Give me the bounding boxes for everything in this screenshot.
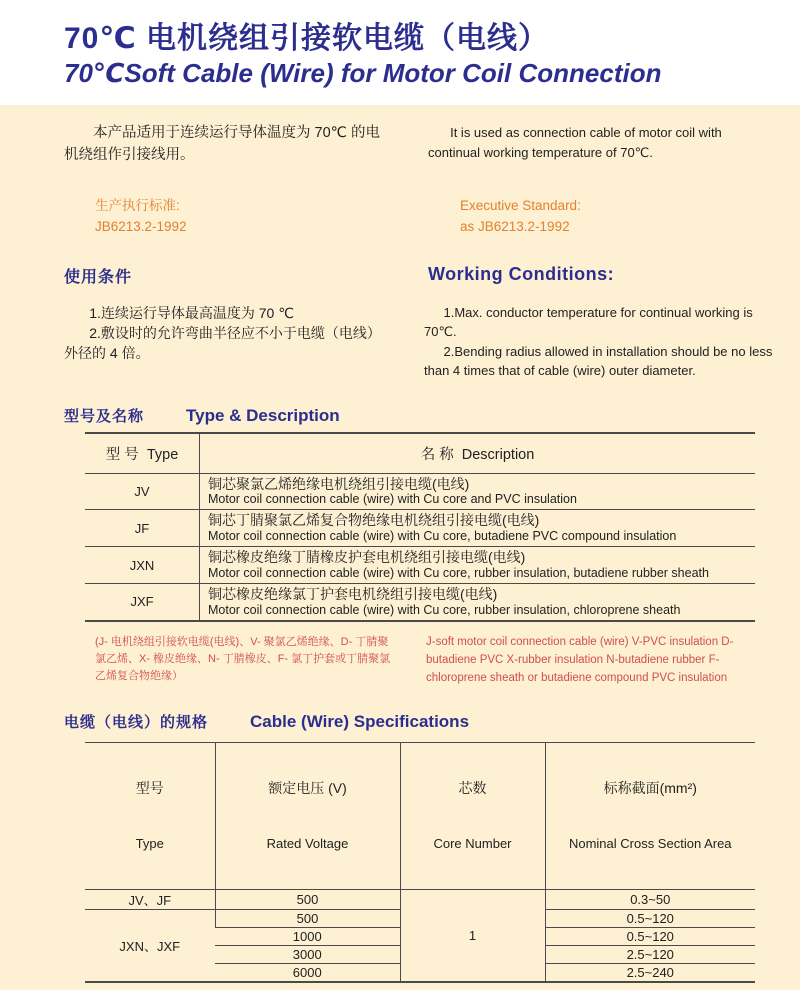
condition-item-zh-2: 2.敷设时的允许弯曲半径应不小于电缆（电线）外径的 4 倍。 [64,324,381,362]
spec-header-section [545,743,755,890]
condition-item-en-1: 1.Max. conductor temperature for continual working is 70℃. [424,304,753,340]
conditions-list-zh [64,303,394,364]
spec-header-core [400,743,545,890]
type-table-header-description: 名 称 Description [200,433,756,474]
conditions-col-zh [0,303,400,381]
description-en: Motor coil connection cable (wire) with Cu core, butadiene PVC compound insulation [208,529,677,544]
intro-paragraph-en: It is used as connection cable of motor coil with continual working temperature of 70℃. [428,125,722,161]
spec-section-cell: 2.5~120 [545,946,755,964]
type-code-cell: JXF [85,584,200,621]
content-sheet [0,105,800,990]
spec-core-number-cell: 1 [400,890,545,983]
spec-voltage-cell: 500 [215,910,400,928]
intro-col-en [400,123,800,167]
executive-standard-en [460,195,800,238]
spec-section-cell: 0.3~50 [545,890,755,910]
description-en: Motor coil connection cable (wire) with Cu core, rubber insulation, butadiene rubber sheath [208,566,709,581]
table-row [85,547,755,584]
standard-row [0,195,800,238]
section-heading-type-en: Type & Description [186,405,340,425]
conditions-heading-col-en [400,264,800,287]
table-row [85,510,755,547]
spec-header-voltage-zh: 额定电压 (V) [268,780,347,797]
spec-header-voltage [215,743,400,890]
condition-item-zh-1: 1.连续运行导体最高温度为 70 ℃ [89,304,294,321]
type-code-cell: JV [85,473,200,510]
description-cell [200,584,756,621]
conditions-col-en [400,303,800,381]
type-table-header-type: 型 号 Type [85,433,200,474]
conditions-row [0,303,800,381]
spec-table-head [85,743,755,890]
spec-header-core-en: Core Number [433,835,512,851]
intro-col-zh [0,123,400,167]
spec-voltage-cell: 3000 [215,946,400,964]
section-heading-type [64,405,800,426]
description-en: Motor coil connection cable (wire) with Cu core and PVC insulation [208,492,577,507]
section-heading-specs [64,711,800,732]
table-row [85,890,755,910]
spec-section-cell: 0.5~120 [545,928,755,946]
standard-value-en: as JB6213.2-1992 [460,219,570,235]
type-table-header-row [85,433,755,474]
footnote-row [0,634,800,687]
type-code-cell: JXN [85,547,200,584]
specifications-table [85,742,755,983]
standard-label-en: Executive Standard: [460,197,581,213]
intro-row [0,123,800,167]
spec-section-cell: 0.5~120 [545,910,755,928]
type-table-body [85,473,755,621]
page-title-zh: 70℃ 电机绕组引接软电缆（电线） [64,22,550,55]
conditions-heading-row [0,264,800,287]
spec-header-type [85,743,215,890]
intro-paragraph-zh: 本产品适用于连续运行导体温度为 70℃ 的电机绕组作引接线用。 [64,125,380,163]
section-heading-type-zh: 型号及名称 [64,407,145,425]
description-zh: 铜芯橡皮绝缘丁腈橡皮护套电机绕组引接电缆(电线) [208,549,526,566]
spec-header-section-en: Nominal Cross Section Area [568,835,732,851]
spec-header-type-en: Type [135,835,164,851]
spec-header-core-zh: 芯数 [458,780,487,797]
standard-value-zh: JB6213.2-1992 [95,219,187,235]
standard-col-zh [0,195,400,238]
condition-item-en-2: 2.Bending radius allowed in installation should be no less than 4 times that of cable (wire) outer diameter. [424,343,773,379]
spec-type-cell: JV、JF [85,890,215,910]
description-cell [200,547,756,584]
table-row [85,473,755,510]
type-code-footnote-en: J-soft motor coil connection cable (wire) V-PVC insulation D-butadiene PVC X-rubber insulation N-butadiene rubber F-chloroprene sheath or butadiene compound PVC insulation [426,635,734,684]
type-description-table [85,432,755,622]
spec-voltage-cell: 1000 [215,928,400,946]
section-heading-specs-zh: 电缆（电线）的规格 [64,714,209,732]
conditions-heading-zh: 使用条件 [64,268,133,286]
spec-header-type-zh: 型号 [135,780,164,797]
spec-voltage-cell: 500 [215,890,400,910]
table-row [85,584,755,621]
description-zh: 铜芯橡皮绝缘氯丁护套电机绕组引接电缆(电线) [208,586,498,603]
spec-type-cell: JXN、JXF [85,910,215,983]
conditions-heading-en: Working Conditions: [428,263,615,284]
footnote-col-zh [0,634,400,687]
description-cell [200,510,756,547]
standard-label-zh: 生产执行标准: [95,197,180,213]
footnote-col-en [400,634,800,687]
page-title-en: 70℃Soft Cable (Wire) for Motor Coil Connection [64,58,662,88]
type-code-footnote-zh: (J- 电机绕组引接软电缆(电线)、V- 聚氯乙烯绝缘、D- 丁腈聚氯乙烯、X- 橡皮绝缘、N- 丁腈橡皮、F- 氯丁护套或丁腈聚氯乙烯复合物绝缘） [95,635,391,682]
spec-table-body [85,890,755,983]
spec-section-cell: 2.5~240 [545,964,755,983]
executive-standard-zh [95,195,400,238]
type-code-cell: JF [85,510,200,547]
description-en: Motor coil connection cable (wire) with Cu core, rubber insulation, chloroprene sheath [208,602,681,617]
section-heading-specs-en: Cable (Wire) Specifications [250,712,470,732]
spec-header-section-zh: 标称截面(mm²) [603,780,697,797]
conditions-list-en [424,303,776,381]
description-zh: 铜芯聚氯乙烯绝缘电机绕组引接电缆(电线) [208,475,470,492]
spec-voltage-cell: 6000 [215,964,400,983]
spec-table-header-row [85,743,755,890]
description-zh: 铜芯丁腈聚氯乙烯复合物绝缘电机绕组引接电缆(电线) [208,512,540,529]
description-cell [200,473,756,510]
spec-header-voltage-en: Rated Voltage [266,835,349,851]
type-table-head [85,433,755,474]
page-header [0,0,800,105]
conditions-heading-col-zh [0,264,400,287]
standard-col-en [400,195,800,238]
